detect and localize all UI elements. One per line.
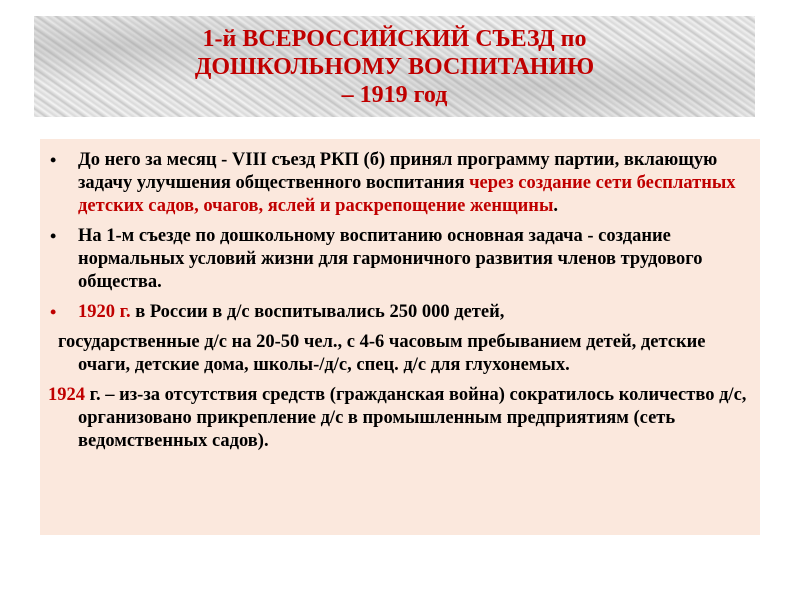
item1-end: . (553, 196, 559, 216)
bullet-item-3 (50, 301, 750, 324)
slide-title-line-3: – 1919 год (341, 81, 448, 108)
slide-title-line-1: 1-й ВСЕРОССИЙСКИЙ СЪЕЗД по (202, 25, 587, 52)
para4-text: государственные д/с на 20-50 чел., с 4-6 часовым пребыванием детей, детские очаги, детские дома, школы-/д/с, спец. д/с для глухонемых. (58, 332, 706, 375)
bullet-item-1 (50, 149, 750, 218)
item2-text: На 1-м съезде по дошкольному воспитанию основная задача - создание нормальных условий жизни для гармоничного развития членов трудового общества. (78, 226, 703, 292)
item1-text: До него за месяц - VIII съезд РКП (б) принял программу партии, вклающую задачу улучшения общественного воспитания (78, 150, 718, 193)
para5-year: 1924 (48, 385, 85, 405)
paragraph-5 (50, 384, 750, 453)
bullet-marker: • (50, 150, 57, 170)
content-box (40, 139, 760, 535)
item1-highlight: через создание сети бесплатных детских садов, очагов, яслей и раскрепощение женщины (78, 173, 736, 216)
bullet-marker: • (50, 226, 57, 246)
bullet-marker: • (50, 302, 57, 322)
item3-year: 1920 г. (78, 302, 131, 322)
slide-title-line-2: ДОШКОЛЬНОМУ ВОСПИТАНИЮ (194, 53, 595, 80)
item3-text: в России в д/с воспитывались 250 000 детей, (130, 302, 505, 322)
title-banner (34, 16, 755, 117)
paragraph-4 (50, 331, 750, 377)
bullet-item-2 (50, 225, 750, 294)
para5-text: г. – из-за отсутствия средств (гражданская война) сократилось количество д/с, организовано прикрепление д/с в промышленным предприятиям (сеть ведомственных садов). (78, 385, 747, 451)
